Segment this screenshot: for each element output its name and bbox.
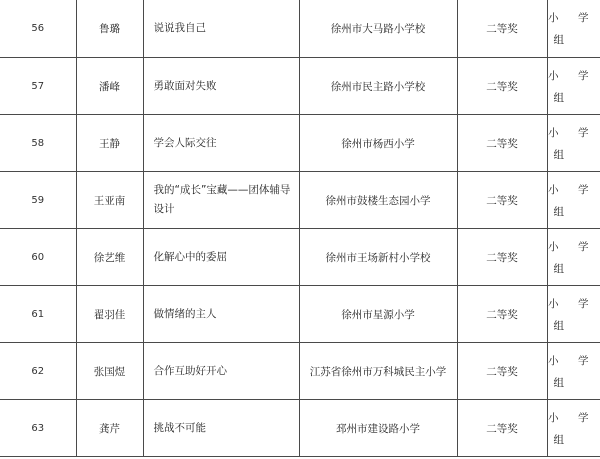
group-label-top: 小 学: [548, 355, 597, 367]
prize-level: 二等奖: [457, 115, 547, 172]
school-name: 邳州市建设路小学: [299, 400, 457, 457]
work-title-cell: [143, 0, 299, 58]
group-label-bottom: 组: [553, 149, 564, 161]
group-label-bottom: 组: [553, 434, 564, 446]
prize-level: 二等奖: [457, 400, 547, 457]
group-cell: [547, 172, 600, 229]
author-name: 王静: [76, 115, 143, 172]
school-name: 徐州市大马路小学校: [299, 0, 457, 58]
school-name: 徐州市杨西小学: [299, 115, 457, 172]
table-row: [0, 400, 600, 457]
work-title-cell: [143, 400, 299, 457]
row-number: 56: [0, 0, 76, 58]
group-label-bottom: 组: [553, 320, 564, 332]
row-number: 60: [0, 229, 76, 286]
group-cell: [547, 343, 600, 400]
row-number: 59: [0, 172, 76, 229]
table-row: [0, 115, 600, 172]
school-name: 徐州市民主路小学校: [299, 58, 457, 115]
school-name: 江苏省徐州市万科城民主小学: [299, 343, 457, 400]
work-title: 挑战不可能: [153, 421, 206, 434]
row-number: 57: [0, 58, 76, 115]
prize-level: 二等奖: [457, 286, 547, 343]
group-label-top: 小 学: [548, 298, 597, 310]
prize-level: 二等奖: [457, 0, 547, 58]
group-cell: [547, 0, 600, 58]
work-title-cell: [143, 286, 299, 343]
group-label-top: 小 学: [548, 70, 597, 82]
work-title-cell: [143, 343, 299, 400]
group-cell: [547, 229, 600, 286]
author-name: 龚芹: [76, 400, 143, 457]
group-cell: [547, 400, 600, 457]
work-title-cell: [143, 58, 299, 115]
prize-level: 二等奖: [457, 172, 547, 229]
prize-level: 二等奖: [457, 343, 547, 400]
table-row: [0, 229, 600, 286]
table-row: [0, 0, 600, 58]
author-name: 鲁璐: [76, 0, 143, 58]
author-name: 王亚南: [76, 172, 143, 229]
row-number: 58: [0, 115, 76, 172]
row-number: 61: [0, 286, 76, 343]
author-name: 张国煜: [76, 343, 143, 400]
author-name: 翟羽佳: [76, 286, 143, 343]
table-row: [0, 58, 600, 115]
author-name: 徐艺维: [76, 229, 143, 286]
group-label-top: 小 学: [548, 241, 597, 253]
table-row: [0, 343, 600, 400]
group-label-top: 小 学: [548, 12, 597, 24]
work-title: 学会人际交往: [153, 136, 217, 149]
group-cell: [547, 286, 600, 343]
row-number: 62: [0, 343, 76, 400]
group-cell: [547, 115, 600, 172]
work-title-cell: [143, 172, 299, 229]
group-label-top: 小 学: [548, 127, 597, 139]
group-label-top: 小 学: [548, 184, 597, 196]
group-label-bottom: 组: [553, 263, 564, 275]
work-title: 合作互助好开心: [153, 364, 227, 377]
prize-level: 二等奖: [457, 58, 547, 115]
work-title: 说说我自己: [153, 22, 206, 34]
school-name: 徐州市星源小学: [299, 286, 457, 343]
school-name: 徐州市王场新村小学校: [299, 229, 457, 286]
work-title: 我的“成长”宝藏——团体辅导设计: [153, 184, 291, 215]
school-name: 徐州市鼓楼生态园小学: [299, 172, 457, 229]
table-row: [0, 286, 600, 343]
author-name: 潘峰: [76, 58, 143, 115]
group-label-bottom: 组: [553, 377, 564, 389]
prize-level: 二等奖: [457, 229, 547, 286]
work-title-cell: [143, 229, 299, 286]
group-label-bottom: 组: [553, 34, 564, 46]
group-label-top: 小 学: [548, 412, 597, 424]
work-title-cell: [143, 115, 299, 172]
work-title: 做情绪的主人: [153, 307, 217, 320]
table-row: [0, 172, 600, 229]
group-label-bottom: 组: [553, 206, 564, 218]
group-label-bottom: 组: [553, 92, 564, 104]
work-title: 勇敢面对失败: [153, 79, 217, 92]
group-cell: [547, 58, 600, 115]
row-number: 63: [0, 400, 76, 457]
work-title: 化解心中的委屈: [153, 250, 227, 263]
